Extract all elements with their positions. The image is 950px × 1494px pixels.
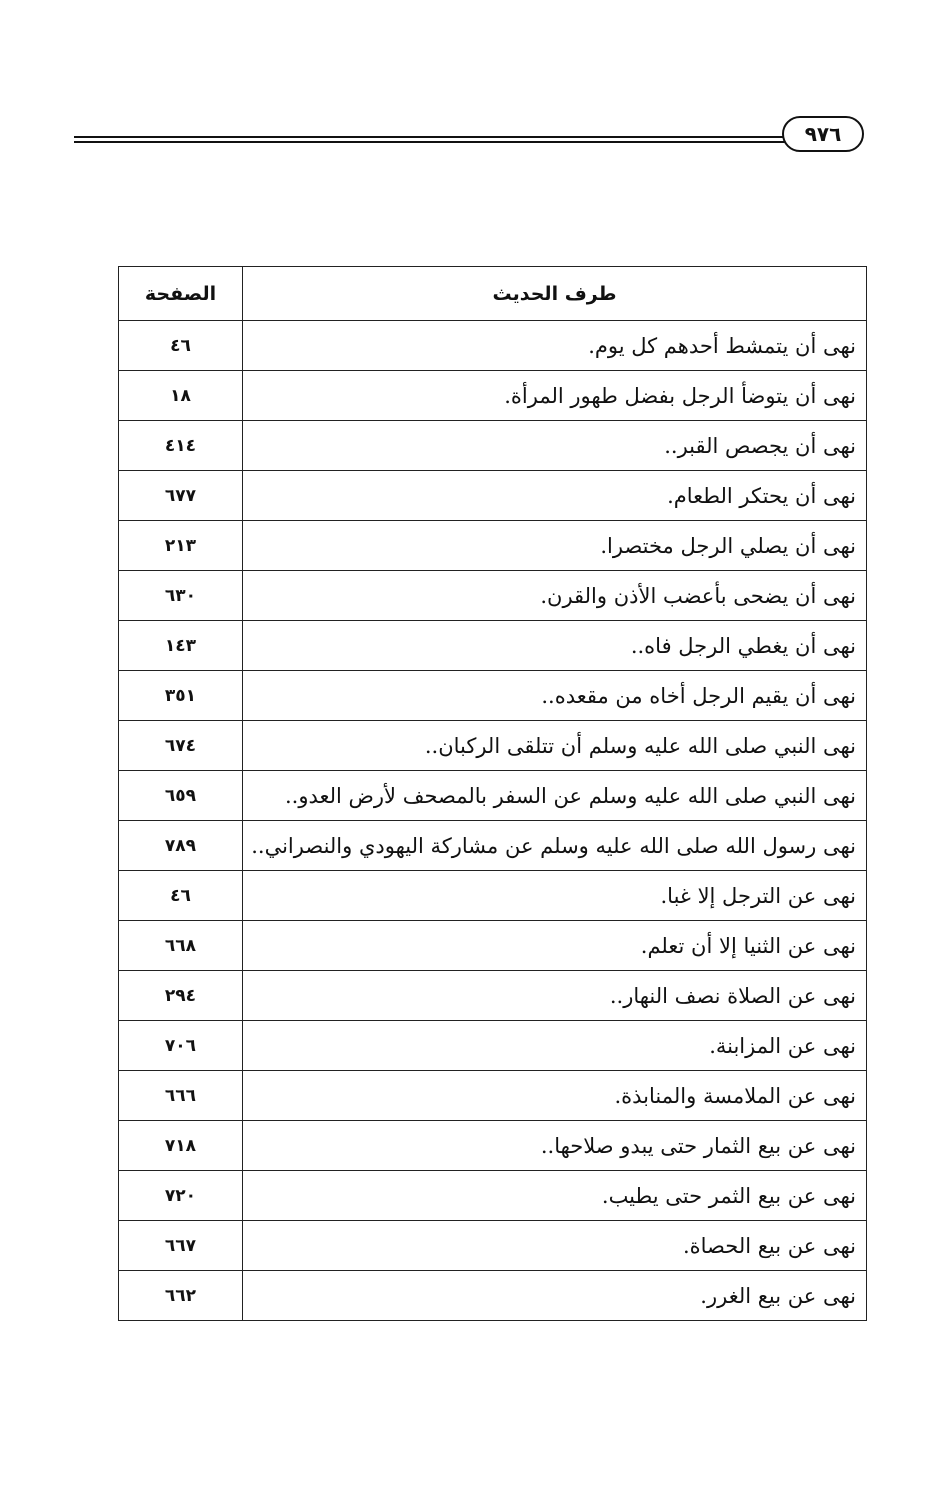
page-ref: ٧١٨ xyxy=(119,1121,243,1171)
page-ref: ٦٧٤ xyxy=(119,721,243,771)
hadith-text: نهى النبي صلى الله عليه وسلم عن السفر بالمصحف لأرض العدو.. xyxy=(243,771,867,821)
page-ref: ٦٦٧ xyxy=(119,1221,243,1271)
page-ref: ٦٥٩ xyxy=(119,771,243,821)
page-ref: ٦٣٠ xyxy=(119,571,243,621)
table-row xyxy=(119,421,867,471)
table-row xyxy=(119,671,867,721)
table-body xyxy=(119,321,867,1321)
table-row xyxy=(119,621,867,671)
hadith-text: نهى النبي صلى الله عليه وسلم أن تتلقى الركبان.. xyxy=(243,721,867,771)
hadith-text: نهى أن يصلي الرجل مختصرا. xyxy=(243,521,867,571)
page-ref: ٤١٤ xyxy=(119,421,243,471)
hadith-text: نهى أن يحتكر الطعام. xyxy=(243,471,867,521)
table-row xyxy=(119,1221,867,1271)
table-row xyxy=(119,321,867,371)
hadith-text: نهى عن المزابنة. xyxy=(243,1021,867,1071)
table-row xyxy=(119,871,867,921)
table-row xyxy=(119,1171,867,1221)
hadith-text: نهى عن بيع الثمار حتى يبدو صلاحها.. xyxy=(243,1121,867,1171)
hadith-text: نهى أن يضحى بأعضب الأذن والقرن. xyxy=(243,571,867,621)
page-ref: ٣٥١ xyxy=(119,671,243,721)
table-row xyxy=(119,371,867,421)
page-ref: ٢٩٤ xyxy=(119,971,243,1021)
table-row xyxy=(119,471,867,521)
table-row xyxy=(119,721,867,771)
table-row xyxy=(119,1021,867,1071)
hadith-text: نهى عن بيع الغرر. xyxy=(243,1271,867,1321)
header-page: الصفحة xyxy=(119,267,243,321)
table-row xyxy=(119,821,867,871)
hadith-text: نهى عن الثنيا إلا أن تعلم. xyxy=(243,921,867,971)
page-ref: ٧٠٦ xyxy=(119,1021,243,1071)
table-row xyxy=(119,1071,867,1121)
page-ref: ٧٨٩ xyxy=(119,821,243,871)
hadith-text: نهى عن الصلاة نصف النهار.. xyxy=(243,971,867,1021)
table-row xyxy=(119,521,867,571)
hadith-index-table xyxy=(118,266,867,1321)
table-row xyxy=(119,921,867,971)
table-row xyxy=(119,771,867,821)
page-ref: ١٤٣ xyxy=(119,621,243,671)
page-ref: ٤٦ xyxy=(119,871,243,921)
page-ref: ٦٧٧ xyxy=(119,471,243,521)
page-header xyxy=(74,112,864,152)
page-ref: ٧٢٠ xyxy=(119,1171,243,1221)
header-hadith: طرف الحديث xyxy=(243,267,867,321)
header-rule xyxy=(74,136,796,143)
hadith-text: نهى عن بيع الثمر حتى يطيب. xyxy=(243,1171,867,1221)
page-ref: ٦٦٢ xyxy=(119,1271,243,1321)
page-ref: ٤٦ xyxy=(119,321,243,371)
hadith-text: نهى عن الترجل إلا غبا. xyxy=(243,871,867,921)
table-header-row xyxy=(119,267,867,321)
table-row xyxy=(119,1121,867,1171)
hadith-text: نهى عن بيع الحصاة. xyxy=(243,1221,867,1271)
page-ref: ١٨ xyxy=(119,371,243,421)
table-row xyxy=(119,571,867,621)
hadith-text: نهى رسول الله صلى الله عليه وسلم عن مشاركة اليهودي والنصراني.. xyxy=(243,821,867,871)
page-ref: ٦٦٦ xyxy=(119,1071,243,1121)
hadith-text: نهى عن الملامسة والمنابذة. xyxy=(243,1071,867,1121)
page-ref: ٦٦٨ xyxy=(119,921,243,971)
hadith-text: نهى أن يغطي الرجل فاه.. xyxy=(243,621,867,671)
page-number: ٩٧٦ xyxy=(782,116,864,152)
hadith-text: نهى أن يتمشط أحدهم كل يوم. xyxy=(243,321,867,371)
hadith-text: نهى أن يجصص القبر.. xyxy=(243,421,867,471)
page-ref: ٢١٣ xyxy=(119,521,243,571)
hadith-text: نهى أن يتوضأ الرجل بفضل طهور المرأة. xyxy=(243,371,867,421)
table-row xyxy=(119,971,867,1021)
hadith-text: نهى أن يقيم الرجل أخاه من مقعده.. xyxy=(243,671,867,721)
table-row xyxy=(119,1271,867,1321)
